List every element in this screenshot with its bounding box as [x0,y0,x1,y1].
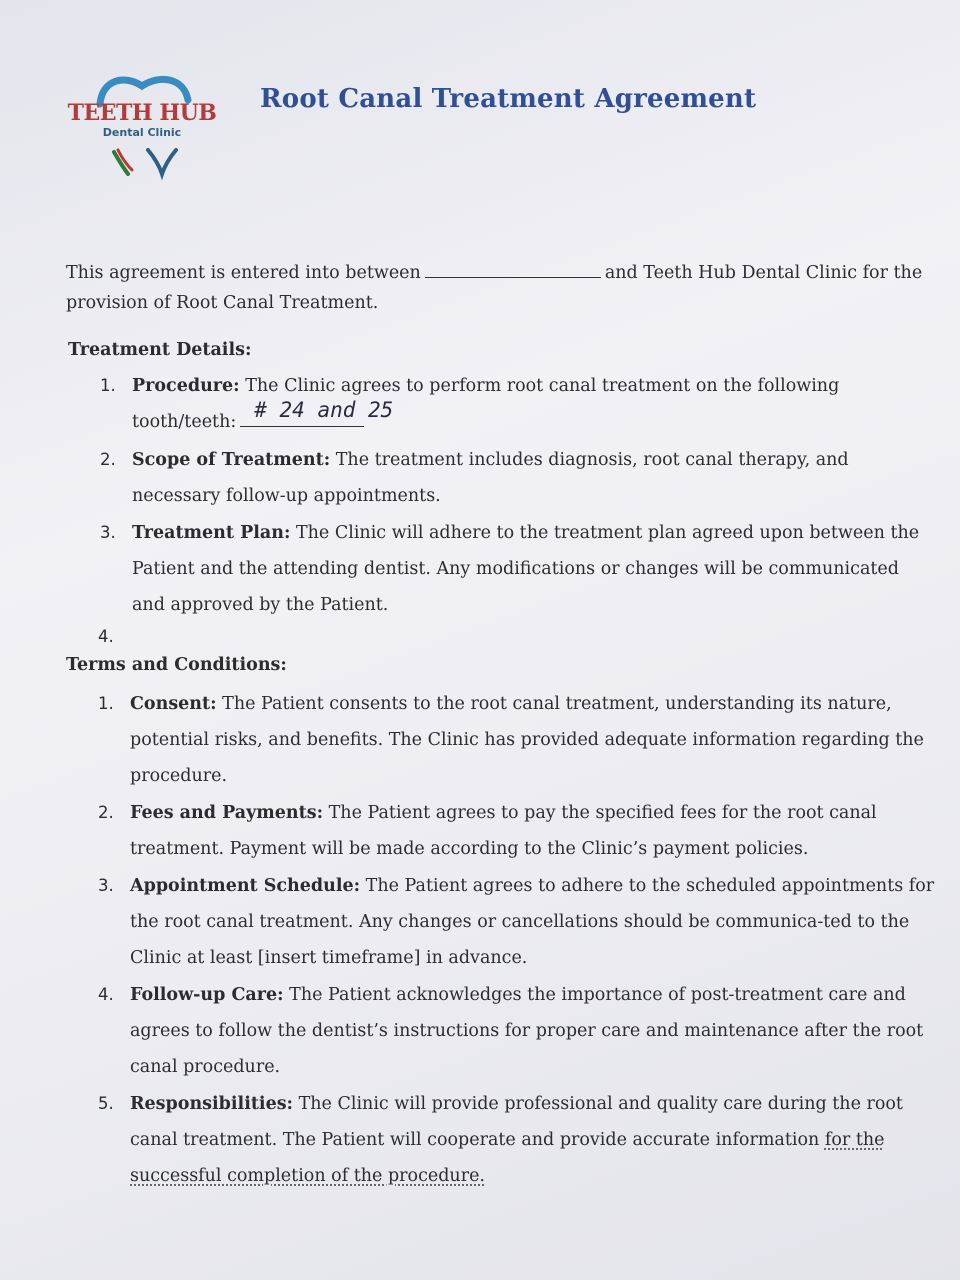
treatment-details-heading: Treatment Details: [68,340,252,360]
item-text: The treatment includes diagnosis, root canal therapy, and necessary follow-up appointments. [132,450,849,506]
treatment-item [100,515,937,623]
logo-name: TEETH HUB [67,100,217,126]
item-number: 1. [100,376,116,395]
terms-item [98,686,935,794]
item-label: Consent: [130,694,217,714]
handwritten-tooth-numbers: # 24 and 25 [254,398,394,422]
item-text-tail: for the successful completion of the procedure. [130,1130,885,1186]
item-number: 2. [100,450,116,469]
patient-name-blank[interactable] [425,259,601,278]
tooth-number-field[interactable] [240,398,394,427]
item-label: Appointment Schedule: [130,876,361,896]
intro-paragraph [66,258,936,318]
item-text: The Patient agrees to adhere to the scheduled appointments for the root canal treatment. Any changes or cancellations should be communica-ted to the Clinic at least [insert timeframe] in advance. [130,876,935,968]
item-text: The Clinic agrees to perform root canal treatment on the following tooth/teeth: [132,376,840,432]
item-number: 3. [100,523,116,542]
terms-heading: Terms and Conditions: [66,655,287,675]
item-number: 2. [98,803,114,822]
terms-item [98,977,935,1085]
terms-item [98,795,935,867]
clinic-logo [62,70,222,185]
empty-item-number: 4. [98,627,114,646]
item-label: Procedure: [132,376,240,396]
intro-text-after: and Teeth Hub Dental Clinic for the provision of Root Canal Treatment. [66,263,923,313]
item-number: 3. [98,876,114,895]
item-label: Scope of Treatment: [132,450,331,470]
item-text: The Patient acknowledges the importance of post-treatment care and agrees to follow the dentist’s instructions for proper care and maintenance after the root canal procedure. [130,985,924,1077]
terms-item [98,1086,935,1194]
logo-subtitle: Dental Clinic [102,126,182,139]
item-number: 1. [98,694,114,713]
treatment-item [100,368,937,440]
document-title: Root Canal Treatment Agreement [260,84,757,114]
item-number: 5. [98,1094,114,1113]
item-text: The Clinic will adhere to the treatment plan agreed upon between the Patient and the attending dentist. Any modifications or changes will be communicated and approved by the Patient. [132,523,920,615]
item-label: Fees and Payments: [130,803,324,823]
item-number: 4. [98,985,114,1004]
terms-item [98,868,935,976]
item-text: The Patient agrees to pay the specified fees for the root canal treatment. Payment will be made according to the Clinic’s payment policies. [130,803,877,859]
item-label: Responsibilities: [130,1094,294,1114]
item-text: The Patient consents to the root canal treatment, understanding its nature, potential risks, and benefits. The Clinic has provided adequate information regarding the procedure. [130,694,924,786]
treatment-item [100,442,937,514]
item-label: Treatment Plan: [132,523,291,543]
intro-text-before: This agreement is entered into between [66,263,421,283]
item-label: Follow-up Care: [130,985,284,1005]
item-text: The Clinic will provide professional and quality care during the root canal treatment. The Patient will cooperate and provide accurate information [130,1094,903,1150]
